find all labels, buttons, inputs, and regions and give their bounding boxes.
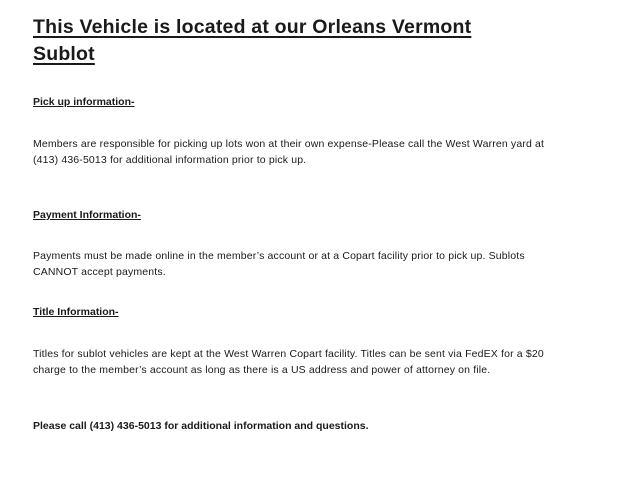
title-info-body: Titles for sublot vehicles are kept at the West Warren Copart facility. Titles can be sent via FedEX for a $20 charge to the member’s account as long as there is a US address and power of attorney on file. [33, 348, 544, 376]
document-page [33, 14, 593, 432]
pickup-body: Members are responsible for picking up lots won at their own expense-Please call the West Warren yard at (413) 436-5013 for additional information prior to pick up. [33, 138, 545, 166]
closing-note: Please call (413) 436-5013 for additional information and questions. [33, 420, 369, 432]
title-info-heading: Title Information- [33, 306, 119, 318]
pickup-heading: Pick up information- [33, 96, 135, 108]
document-title: This Vehicle is located at our Orleans Vermont Sublot [33, 16, 472, 65]
payment-body: Payments must be made online in the member’s account or at a Copart facility prior to pick up. Sublots CANNOT accept payments. [33, 250, 525, 278]
payment-heading: Payment Information- [33, 209, 141, 221]
